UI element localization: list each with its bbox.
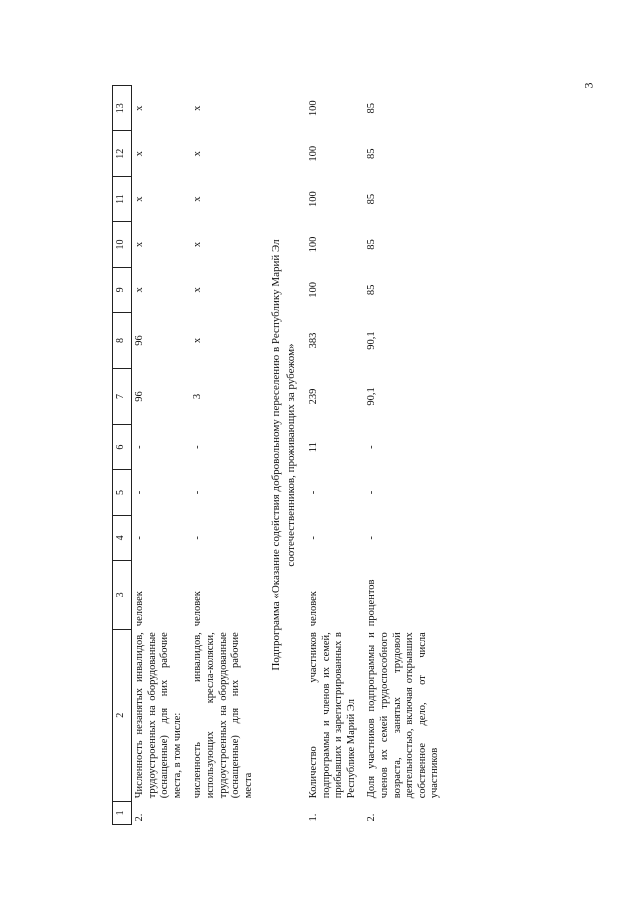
column-header-2: 2 <box>113 629 132 801</box>
value-cell-col-13: x <box>134 105 145 111</box>
subprogram-heading <box>261 86 306 825</box>
value-cell-col-9: 85 <box>366 284 378 296</box>
value-cell-col-4: - <box>366 536 378 540</box>
value-cell-col-5: - <box>134 490 145 495</box>
row-number: 2. <box>366 813 378 822</box>
value-cell-col-5: - <box>366 490 378 495</box>
value-cell-col-12: x <box>192 151 204 157</box>
value-cell-col-8: 90,1 <box>366 331 378 350</box>
value-cell-col-5: - <box>307 490 319 495</box>
column-header-3: 3 <box>113 561 132 630</box>
indicator-name: Доля участников подпрограммы и членов их семей трудоспособного возраста, занятых трудовой деятельностью, включая открывших собственное дело, от числа участников <box>366 632 441 799</box>
value-cell-col-12: 85 <box>366 148 378 159</box>
value-cell-col-7: 239 <box>307 388 319 405</box>
value-cell-col-6: - <box>366 445 378 449</box>
table-row <box>364 86 444 825</box>
value-cell-col-7: 3 <box>192 393 204 400</box>
page-number: 3 <box>581 82 596 89</box>
table-row <box>190 86 257 825</box>
column-header-5: 5 <box>113 470 132 515</box>
value-cell-col-13: x <box>192 105 204 111</box>
value-cell-col-4: - <box>134 536 145 540</box>
rotated-table-canvas <box>112 82 640 825</box>
unit-of-measure: человек <box>307 591 319 627</box>
value-cell-col-11: x <box>134 196 145 202</box>
value-cell-col-6: 11 <box>307 442 319 453</box>
subprogram-title-line-1: Подпрограмма «Оказание содействия добровольному переселению в Республику Марий Эл <box>270 239 283 671</box>
value-cell-col-8: x <box>192 337 204 344</box>
row-number: 1. <box>307 813 319 822</box>
value-cell-col-9: x <box>192 287 204 293</box>
column-header-7: 7 <box>113 368 132 424</box>
column-header-12: 12 <box>113 131 132 176</box>
value-cell-col-8: 96 <box>134 335 145 346</box>
unit-of-measure: человек <box>192 591 204 627</box>
value-cell-col-10: 100 <box>307 236 319 253</box>
row-number: 2. <box>134 813 145 822</box>
value-cell-col-7: 90,1 <box>366 387 378 406</box>
value-cell-col-9: x <box>134 287 145 293</box>
value-cell-col-10: 85 <box>366 239 378 250</box>
value-cell-col-4: - <box>192 536 204 540</box>
indicator-table <box>112 85 448 825</box>
value-cell-col-11: 100 <box>307 191 319 207</box>
indicator-name: Количество участников подпрограммы и членов их семей, прибывших и зарегистрированных в Республике Марий Эл <box>307 632 357 799</box>
indicator-name: Численность незанятых инвалидов, трудоустроенных на оборудованные (оснащенные) для них рабочие места, в том числе: <box>134 632 183 799</box>
rotated-table-region <box>112 82 640 825</box>
unit-of-measure: человек <box>134 591 145 627</box>
value-cell-col-12: x <box>134 151 145 157</box>
row-number <box>190 801 257 824</box>
indicator-name: численность инвалидов, использующих кресла-коляски, трудоустроенных на оборудованные (оснащенные) для них рабочие места <box>192 632 254 799</box>
column-header-13: 13 <box>113 86 132 131</box>
subprogram-heading-row <box>261 86 306 825</box>
column-header-4: 4 <box>113 515 132 560</box>
column-header-1: 1 <box>113 801 132 824</box>
column-header-6: 6 <box>113 424 132 469</box>
value-cell-col-5: - <box>192 490 204 495</box>
column-header-9: 9 <box>113 267 132 312</box>
value-cell-col-8: 383 <box>307 332 319 349</box>
table-row <box>306 86 360 825</box>
value-cell-col-9: 100 <box>307 281 319 298</box>
column-header-11: 11 <box>113 176 132 221</box>
subprogram-title-line-2: соотечественников, проживающих за рубежом» <box>284 343 297 567</box>
value-cell-col-6: - <box>192 445 204 449</box>
unit-of-measure: процентов <box>366 579 378 627</box>
row-spacer-cell <box>444 86 448 825</box>
table-row <box>132 86 187 825</box>
column-header-8: 8 <box>113 313 132 369</box>
value-cell-col-6: - <box>134 445 145 449</box>
value-cell-col-11: 85 <box>366 193 378 205</box>
value-cell-col-12: 100 <box>307 145 319 162</box>
column-number-row <box>113 86 132 825</box>
value-cell-col-10: x <box>134 241 145 248</box>
value-cell-col-4: - <box>307 536 319 540</box>
value-cell-col-11: x <box>192 196 204 202</box>
row-spacer <box>444 86 448 825</box>
column-header-10: 10 <box>113 222 132 267</box>
value-cell-col-13: 85 <box>366 103 378 114</box>
value-cell-col-13: 100 <box>307 100 319 117</box>
value-cell-col-10: x <box>192 241 204 248</box>
value-cell-col-7: 96 <box>134 391 145 402</box>
